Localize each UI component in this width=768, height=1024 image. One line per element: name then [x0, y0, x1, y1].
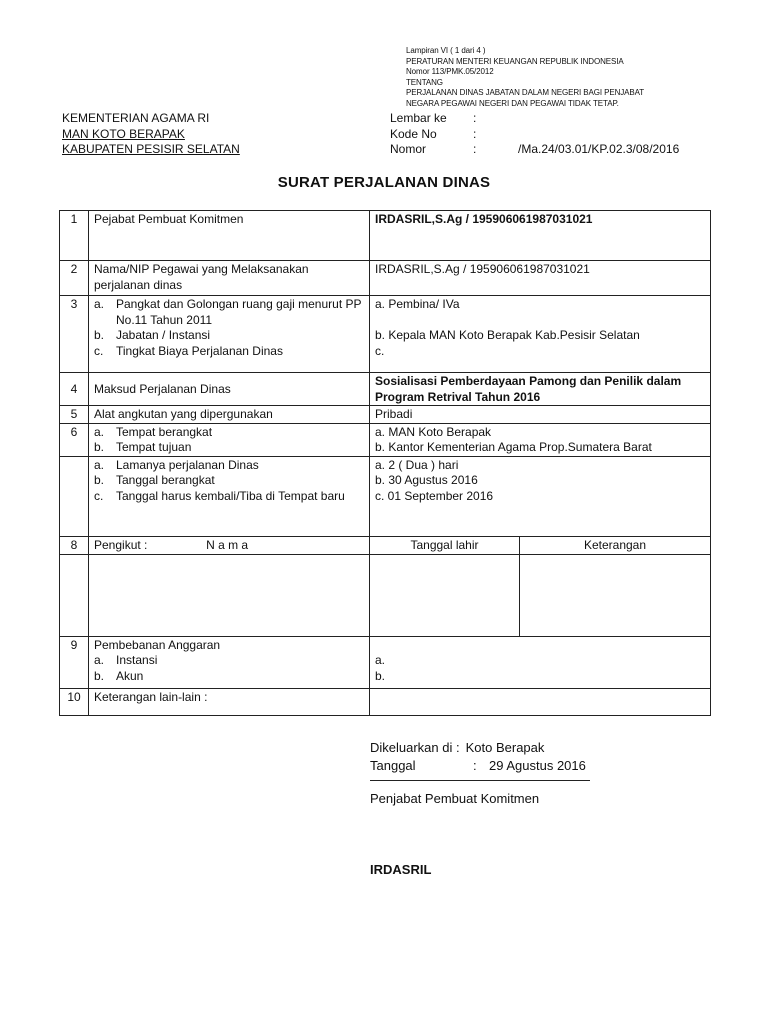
row-label: Maksud Perjalanan Dinas: [89, 373, 370, 406]
row-label: Alat angkutan yang dipergunakan: [89, 406, 370, 424]
empty-cell: [60, 554, 89, 636]
sub-item: b. Akun: [94, 668, 144, 683]
issued-date: [370, 757, 586, 774]
value-a: a. MAN Koto Berapak: [375, 424, 492, 439]
value-c: c.: [375, 343, 385, 358]
pengikut-label: Pengikut :: [94, 537, 148, 552]
row-number: 2: [60, 261, 89, 296]
lampiran-line: PERJALANAN DINAS JABATAN DALAM NEGERI BAGI PENJABAT: [406, 88, 645, 97]
spd-form-table: [59, 210, 711, 716]
row-label: Pejabat Pembuat Komitmen: [89, 211, 370, 261]
value-c: c. 01 September 2016: [375, 488, 494, 503]
row-number: 8: [60, 536, 89, 554]
issued-at: [370, 739, 544, 756]
form-row-8-body: [60, 554, 711, 636]
reference-block: [390, 111, 679, 158]
row-number: [60, 456, 89, 536]
keterangan-header: Keterangan: [520, 536, 711, 554]
value-a: a. Pembina/ IVa: [375, 297, 460, 311]
row-value: [370, 456, 711, 536]
form-row-9: [60, 636, 711, 688]
row-value: IRDASRIL,S.Ag / 195906061987031021: [370, 261, 711, 296]
sub-item: b. Jabatan / Instansi: [94, 328, 211, 342]
pengikut-keterangan-cell: [520, 554, 711, 636]
lampiran-line: TENTANG: [406, 77, 443, 87]
tanggal-lahir-header: Tanggal lahir: [370, 536, 520, 554]
form-row-7: [60, 456, 711, 536]
form-row-1: [60, 211, 711, 261]
organization-block: [62, 111, 240, 158]
ref-kode: [390, 127, 679, 143]
sub-item: c. Tanggal harus kembali/Tiba di Tempat baru: [94, 488, 345, 503]
ref-nomor-label: Nomor: [390, 142, 427, 156]
ref-nomor-value: /Ma.24/03.01/KP.02.3/08/2016: [518, 142, 680, 156]
row-number: 10: [60, 688, 89, 715]
issued-at-value: Koto Berapak: [465, 740, 545, 755]
row-value: [370, 636, 711, 688]
lampiran-line: NEGARA PEGAWAI NEGERI DAN PEGAWAI TIDAK TETAP.: [406, 98, 619, 108]
ref-colon: :: [473, 111, 477, 125]
row-label: [89, 423, 370, 456]
pengikut-tanggal-cell: [370, 554, 520, 636]
row-number: 9: [60, 636, 89, 688]
sub-item: a. Tempat berangkat: [94, 424, 213, 439]
row-value: [370, 423, 711, 456]
row-label: [89, 636, 370, 688]
row-number: 6: [60, 423, 89, 456]
row-number: 5: [60, 406, 89, 424]
issued-date-value: 29 Agustus 2016: [489, 758, 586, 773]
form-row-5: [60, 406, 711, 424]
issued-date-label: Tanggal: [370, 758, 416, 773]
row-label: [89, 456, 370, 536]
org-regency: KABUPATEN PESISIR SELATAN: [62, 142, 240, 156]
sub-item: a. Pangkat dan Golongan ruang gaji menurut PP No.11 Tahun 2011: [94, 297, 362, 327]
sub-item: a. Lamanya perjalanan Dinas: [94, 457, 259, 472]
document-title: SURAT PERJALANAN DINAS: [277, 174, 491, 191]
sub-item: b. Tanggal berangkat: [94, 473, 215, 487]
ref-lembar-label: Lembar ke: [390, 111, 447, 125]
row-value: [370, 688, 711, 715]
form-row-10: [60, 688, 711, 715]
ref-kode-label: Kode No: [390, 126, 437, 141]
row-label: Nama/NIP Pegawai yang Melaksanakan perjalanan dinas: [89, 261, 370, 296]
form-row-4: [60, 373, 711, 406]
lampiran-line: Nomor 113/PMK.05/2012: [406, 67, 494, 76]
ref-lembar: [390, 111, 679, 127]
row-value: [370, 296, 711, 373]
row-value: IRDASRIL,S.Ag / 195906061987031021: [370, 211, 711, 261]
row-number: 4: [60, 373, 89, 406]
ref-colon: :: [473, 142, 477, 156]
row-label: [89, 296, 370, 373]
issued-at-label: Dikeluarkan di :: [370, 740, 460, 755]
row-label: Keterangan lain-lain :: [89, 688, 370, 715]
row-value: Sosialisasi Pemberdayaan Pamong dan Penilik dalam Program Retrival Tahun 2016: [370, 373, 711, 406]
issued-date-colon: :: [473, 758, 477, 773]
sub-item: a. Instansi: [94, 653, 158, 667]
signer-role: Penjabat Pembuat Komitmen: [370, 791, 540, 806]
org-school: MAN KOTO BERAPAK: [62, 126, 185, 141]
ref-nomor: [390, 142, 679, 158]
value-a: a. 2 ( Dua ) hari: [375, 457, 459, 472]
form-row-8-header: [60, 536, 711, 554]
signature-divider: [370, 780, 590, 781]
anggaran-label: Pembebanan Anggaran: [94, 637, 221, 652]
form-row-3: [60, 296, 711, 373]
sub-item: c. Tingkat Biaya Perjalanan Dinas: [94, 343, 283, 358]
value-b: b. Kepala MAN Koto Berapak Kab.Pesisir Selatan: [375, 328, 640, 342]
value-b: b. Kantor Kementerian Agama Prop.Sumatera Barat: [375, 440, 652, 454]
form-row-6: [60, 423, 711, 456]
row-number: 3: [60, 296, 89, 373]
lampiran-line: PERATURAN MENTERI KEUANGAN REPUBLIK INDONESIA: [406, 56, 624, 66]
ref-colon: :: [473, 126, 477, 141]
value-b: b.: [375, 668, 386, 683]
value-a: a.: [375, 653, 386, 667]
value-b: b. 30 Agustus 2016: [375, 473, 478, 487]
sub-item: b. Tempat tujuan: [94, 440, 192, 454]
row-value: Pribadi: [370, 406, 711, 424]
form-row-2: [60, 261, 711, 296]
row-label: [89, 536, 370, 554]
signer-name: IRDASRIL: [370, 862, 432, 877]
lampiran-header: [406, 46, 736, 109]
org-ministry: KEMENTERIAN AGAMA RI: [62, 111, 210, 125]
lampiran-line: Lampiran VI ( 1 dari 4 ): [406, 46, 486, 55]
pengikut-nama-cell: [89, 554, 370, 636]
nama-header: N a m a: [206, 537, 249, 552]
row-number: 1: [60, 211, 89, 261]
